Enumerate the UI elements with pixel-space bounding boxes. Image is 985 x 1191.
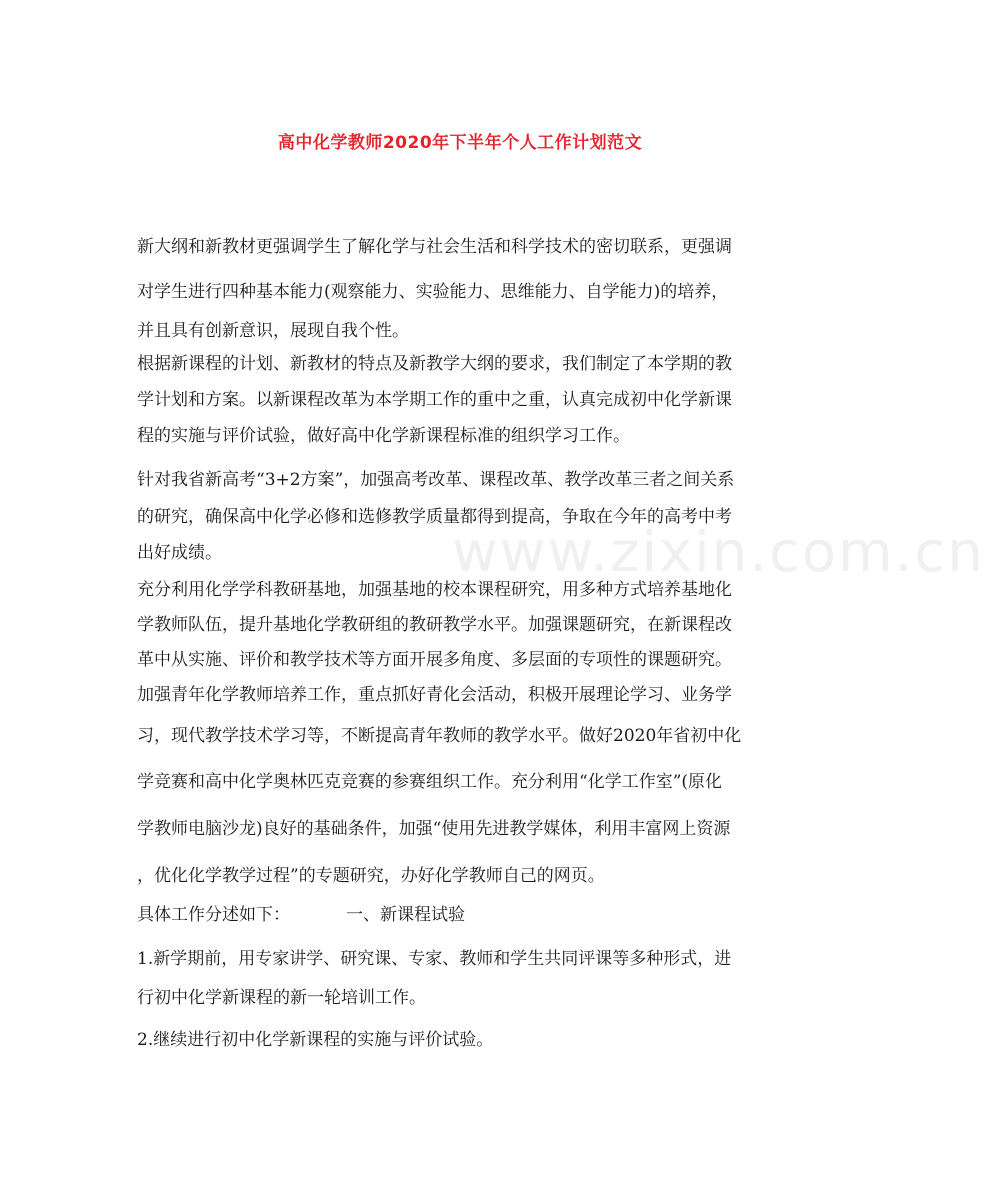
body-line: 出好成绩。 bbox=[137, 543, 222, 563]
body-line: 学竞赛和高中化学奥林匹克竞赛的参赛组织工作。充分利用“化学工作室”(原化 bbox=[137, 772, 723, 792]
overview-label: 具体工作分述如下： bbox=[137, 905, 290, 925]
overview-line bbox=[137, 905, 465, 925]
section-heading: 一、新课程试验 bbox=[346, 905, 465, 925]
body-line: 学教师电脑沙龙)良好的基础条件，加强“使用先进教学媒体，利用丰富网上资源 bbox=[137, 819, 731, 839]
body-line: 学计划和方案。以新课程改革为本学期工作的重中之重，认真完成初中化学新课 bbox=[137, 390, 732, 410]
body-line: 对学生进行四种基本能力(观察能力、实验能力、思维能力、自学能力)的培养， bbox=[137, 282, 729, 302]
body-line: 新大纲和新教材更强调学生了解化学与社会生活和科学技术的密切联系，更强调 bbox=[137, 237, 732, 257]
body-line: 针对我省新高考“3+2方案”，加强高考改革、课程改革、教学改革三者之间关系 bbox=[137, 470, 735, 490]
body-line: 学教师队伍，提升基地化学教研组的教研教学水平。加强课题研究，在新课程改 bbox=[137, 615, 732, 635]
list-item: 1.新学期前，用专家讲学、研究课、专家、教师和学生共同评课等多种形式，进 bbox=[137, 949, 732, 969]
body-line: 根据新课程的计划、新教材的特点及新教学大纲的要求，我们制定了本学期的教 bbox=[137, 354, 732, 374]
body-line: 程的实施与评价试验，做好高中化学新课程标准的组织学习工作。 bbox=[137, 426, 630, 446]
list-item: 行初中化学新课程的新一轮培训工作。 bbox=[137, 988, 426, 1008]
body-line: 充分利用化学学科教研基地，加强基地的校本课程研究，用多种方式培养基地化 bbox=[137, 580, 732, 600]
body-line: ，优化化学教学过程”的专题研究，办好化学教师自己的网页。 bbox=[137, 866, 605, 886]
body-line: 的研究，确保高中化学必修和选修教学质量都得到提高，争取在今年的高考中考 bbox=[137, 507, 732, 527]
watermark: www.zixin.com.cn bbox=[452, 520, 985, 585]
document-title: 高中化学教师2020年下半年个人工作计划范文 bbox=[277, 133, 643, 153]
body-line: 加强青年化学教师培养工作，重点抓好青化会活动，积极开展理论学习、业务学 bbox=[137, 685, 732, 705]
list-item: 2.继续进行初中化学新课程的实施与评价试验。 bbox=[137, 1030, 494, 1050]
body-line: 习，现代教学技术学习等，不断提高青年教师的教学水平。做好2020年省初中化 bbox=[137, 726, 742, 746]
body-line: 并且具有创新意识，展现自我个性。 bbox=[137, 321, 409, 341]
body-line: 革中从实施、评价和教学技术等方面开展多角度、多层面的专项性的课题研究。 bbox=[137, 650, 732, 670]
